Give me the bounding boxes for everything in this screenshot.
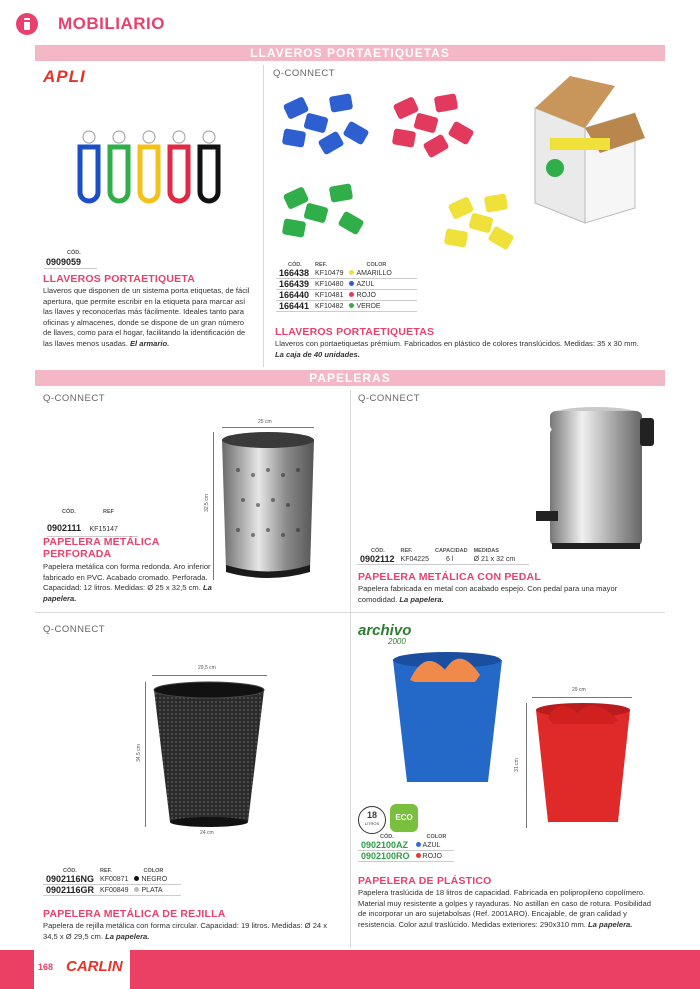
archivo-logo-year: 2000	[388, 637, 406, 646]
qc-th-color: COLOR	[366, 262, 387, 268]
eco-badge	[390, 804, 418, 832]
dim-bottom-rejilla: 24 cm	[200, 830, 214, 836]
row-code: 166440	[276, 290, 312, 301]
row-color-label: ROJO	[356, 291, 376, 299]
row-color-label: AZUL	[356, 280, 375, 288]
qconnect-logo-4	[43, 624, 105, 635]
plastico-th-color: COLOR	[426, 834, 447, 840]
perforada-title	[43, 536, 160, 560]
rejilla-bin-image	[150, 680, 268, 830]
row-color-label: NEGRO	[141, 875, 168, 883]
rejilla-th-cod: CÓD.	[63, 868, 77, 874]
qconnect-logo-1-text: Q-CONNECT	[273, 68, 336, 79]
plastico-table	[358, 834, 454, 862]
dim-line	[222, 427, 314, 428]
row-code: 0902100AZ	[358, 840, 413, 851]
divider-row	[35, 612, 665, 613]
row-color	[346, 301, 416, 312]
page-number: 168	[38, 962, 54, 972]
color-dot	[416, 853, 421, 858]
archivo-logo-text: archivo	[358, 622, 412, 639]
row-color	[346, 279, 416, 290]
perforada-desc-text: Papelera metálica con forma redonda. Aro inferior fabricado en PVC. Acabado cromado. Perforada. Capacidad: 12 litros. Medidas: Ø 25 x 32,5 cm.	[43, 562, 211, 592]
qc-keyring-desc	[275, 339, 645, 360]
plastico-unit: La papelera.	[588, 919, 633, 929]
qconnect-keyrings-image	[275, 80, 515, 260]
rejilla-th-ref: REF.	[100, 868, 112, 874]
rejilla-unit: La papelera.	[105, 931, 150, 941]
dim-line-v	[145, 682, 146, 827]
dim-top-rejilla: 29,5 cm	[198, 665, 216, 671]
perforada-ref: KF15147	[89, 526, 118, 533]
dim-width-perforada: 25 cm	[258, 419, 272, 425]
row-color-label: AZUL	[422, 841, 441, 849]
plastico-desc-text: Papelera traslúcida de 18 litros de capacidad. Fabricada en polipropileno copolímero. Material muy resistente a golpes y rayaduras. No astillan en caso de rotura. Posibilidad de incorporar un aro sujetabolsas (Ref. 2001ARO). Encajable, de gran calidad y resistencia. Color azul traslúcido. Medidas exteriores: 290x310 mm.	[358, 888, 651, 929]
table-row	[276, 301, 417, 312]
pedal-title: PAPELERA METÁLICA CON PEDAL	[358, 571, 541, 583]
dim-width-plastico: 29 cm	[572, 687, 586, 693]
qconnect-logo-3-text: Q-CONNECT	[358, 393, 421, 404]
capacity-unit: LITROS	[364, 821, 380, 826]
row-color-label: PLATA	[141, 886, 163, 894]
color-dot	[134, 887, 139, 892]
row-ref: KF10481	[312, 290, 346, 301]
plastico-title: PAPELERA DE PLÁSTICO	[358, 875, 492, 887]
pedal-code: 0902112	[357, 554, 398, 565]
row-code: 0902100RO	[358, 851, 413, 862]
qc-keyring-title: LLAVEROS PORTAETIQUETAS	[275, 326, 435, 338]
table-row	[358, 840, 454, 851]
pedal-desc-text: Papelera fabricada en metal con acabado espejo. Con pedal para una mayor comodidad.	[358, 584, 618, 604]
table-row	[43, 885, 181, 896]
qconnect-logo-4-text: Q-CONNECT	[43, 624, 106, 635]
red-bin-image	[533, 698, 633, 828]
row-color	[131, 874, 181, 885]
pedal-th-med: MEDIDAS	[473, 548, 499, 554]
pedal-bin-image	[530, 403, 660, 553]
rejilla-th-color: COLOR	[143, 868, 164, 874]
dim-height-plastico: 31 cm	[513, 758, 520, 772]
table-row	[276, 268, 417, 279]
pedal-th-ref: REF.	[400, 548, 413, 554]
section-title: MOBILIARIO	[58, 14, 165, 33]
pedal-med: Ø 21 x 32 cm	[471, 554, 530, 565]
capacity-number: 18	[366, 810, 377, 820]
color-dot	[349, 303, 354, 308]
dim-height-rejilla: 34,5 cm	[135, 744, 142, 762]
blue-bin-image	[390, 650, 505, 790]
plastico-desc	[358, 888, 658, 930]
row-color	[346, 268, 416, 279]
pedal-th-cod: CÓD.	[371, 548, 385, 554]
color-dot	[349, 281, 354, 286]
eco-label: ECO	[395, 813, 413, 822]
perforada-bin-image	[218, 430, 318, 582]
rejilla-title: PAPELERA METÁLICA DE REJILLA	[43, 908, 226, 920]
color-dot	[134, 876, 139, 881]
row-code: 166439	[276, 279, 312, 290]
row-code: 166441	[276, 301, 312, 312]
qconnect-logo-1	[273, 68, 335, 79]
color-dot	[416, 842, 421, 847]
qc-th-ref: REF.	[315, 262, 327, 268]
rejilla-desc	[43, 921, 343, 942]
qc-keyring-desc-text: Llaveros con portaetiquetas prémium. Fabricados en plástico de colores translúcidos. Medidas: 35 x 30 mm.	[275, 339, 639, 348]
perforada-th-ref: REF	[103, 509, 114, 515]
perforada-title-2: PERFORADA	[43, 548, 112, 560]
qc-keyring-table	[276, 262, 417, 312]
row-ref: KF10479	[312, 268, 346, 279]
row-color	[346, 290, 416, 301]
dim-line	[152, 675, 267, 676]
pedal-ref: KF04225	[398, 554, 432, 565]
qconnect-logo-2-text: Q-CONNECT	[43, 393, 106, 404]
pedal-cap: 6 l	[432, 554, 471, 565]
band-papeleras: PAPELERAS	[35, 370, 665, 386]
row-color	[413, 851, 455, 862]
pedal-desc	[358, 584, 658, 605]
apli-desc-text: Llaveros que disponen de un sistema porta etiquetas, de fácil apertura, que permite escribir en la etiqueta para marcar así las llaves y reconocerlas más fácilmente. Ideales tanto para oficinas y almacenes, donde se dispone de un gran número de llaves, como para el hogar, facilitando la identificación de las llaves menos usadas.	[43, 286, 250, 348]
table-row	[276, 290, 417, 301]
perforada-th-cod: CÓD.	[62, 509, 76, 515]
apli-code: 0909059	[44, 257, 97, 269]
color-dot	[349, 292, 354, 297]
qc-keyring-unit: La caja de 40 unidades.	[275, 349, 360, 359]
perforada-code: 0902111	[47, 523, 82, 533]
pedal-table	[357, 548, 529, 565]
qconnect-logo-2	[43, 393, 105, 404]
archivo-logo	[358, 622, 411, 646]
carlin-logo: CARLIN	[66, 958, 123, 975]
dim-line-v	[213, 432, 214, 580]
divider-top	[263, 65, 264, 367]
row-color-label: ROJO	[422, 852, 442, 860]
apli-logo: APLI	[43, 67, 86, 86]
divider-mid	[350, 390, 351, 948]
perforada-desc	[43, 562, 213, 604]
pedal-unit: La papelera.	[399, 594, 444, 604]
perforada-title-1: PAPELERA METÁLICA	[43, 536, 160, 548]
dim-height-perforada: 32,5 cm	[203, 494, 210, 512]
apli-desc	[43, 286, 253, 349]
keyring-box-image	[515, 68, 650, 228]
table-row	[357, 554, 529, 565]
pedal-th-cap: CAPACIDAD	[434, 548, 468, 554]
band-llaveros: LLAVEROS PORTAETIQUETAS	[35, 45, 665, 61]
qc-th-cod: CÓD.	[288, 262, 302, 268]
apli-title: LLAVEROS PORTAETIQUETA	[43, 273, 195, 285]
row-color	[131, 885, 181, 896]
row-code: 0902116GR	[43, 885, 97, 896]
plastico-th-cod: CÓD.	[380, 834, 394, 840]
row-code: 166438	[276, 268, 312, 279]
table-row	[358, 851, 454, 862]
apli-keyrings-image	[70, 125, 230, 205]
apli-unit: El armario.	[129, 338, 170, 348]
rejilla-desc-text: Papelera de rejilla metálica con forma circular. Capacidad: 19 litros. Medidas: Ø 24 x 34,5 x Ø 29,5 cm.	[43, 921, 328, 941]
row-color-label: AMARILLO	[356, 269, 392, 277]
row-ref: KF10480	[312, 279, 346, 290]
section-icon	[16, 13, 38, 35]
row-ref: KF00871	[97, 874, 131, 885]
row-ref: KF00849	[97, 885, 131, 896]
rejilla-table	[43, 868, 181, 896]
table-row	[43, 874, 181, 885]
perforada-unit: La papelera.	[43, 583, 212, 603]
dim-line-v	[526, 703, 527, 828]
row-code: 0902116NG	[43, 874, 97, 885]
row-color-label: VERDE	[356, 302, 381, 310]
color-dot	[349, 270, 354, 275]
perforada-code-row	[47, 518, 138, 537]
capacity-badge	[358, 806, 386, 834]
row-color	[413, 840, 455, 851]
apli-cod-header: CÓD.	[67, 250, 81, 256]
row-ref: KF10482	[312, 301, 346, 312]
table-row	[276, 279, 417, 290]
qconnect-logo-3	[358, 393, 420, 404]
